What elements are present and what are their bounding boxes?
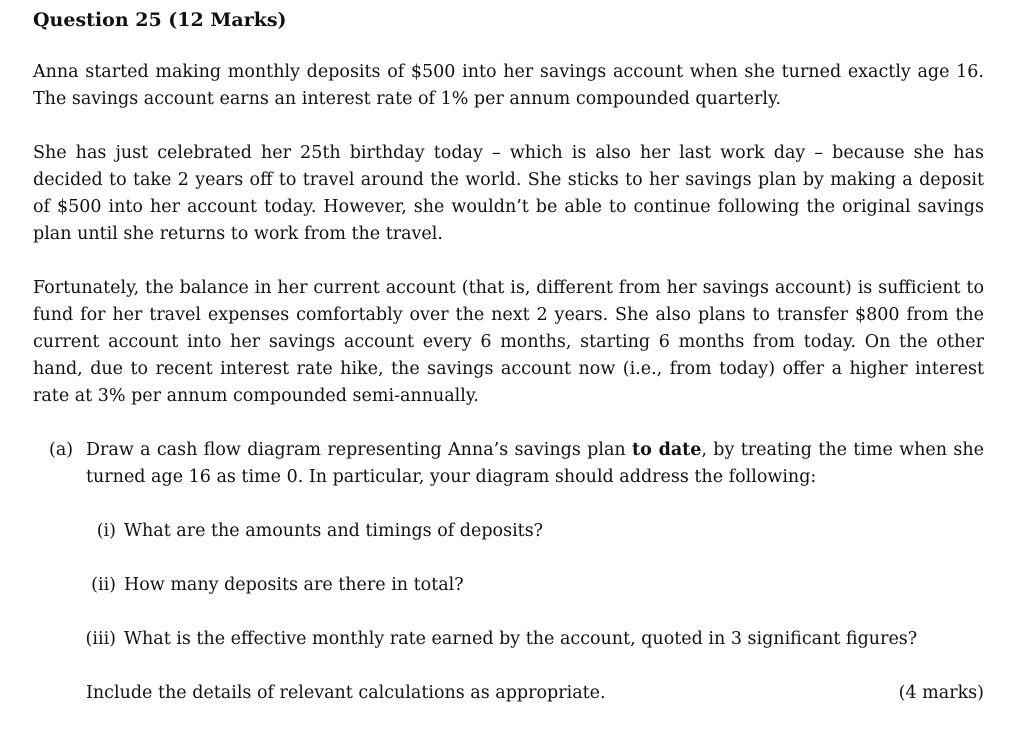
sub-question-label: (i) (96, 521, 116, 541)
part-a (49, 437, 984, 707)
sub-question-i (96, 518, 984, 545)
sub-question-iii (85, 626, 984, 653)
part-a-footer (86, 680, 984, 707)
paragraph-intro: Anna started making monthly deposits of $500 into her savings account when she turned exactly age 16. The savings account earns an interest rate of 1% per annum compounded quarterly. (33, 62, 984, 109)
calculation-note: Include the details of relevant calculations as appropriate. (86, 683, 606, 703)
paragraph-travel: She has just celebrated her 25th birthday today – which is also her last work day – because she has decided to take 2 years off to travel around the world. She sticks to her savings plan by making a deposit of $500 into her account today. However, she wouldn’t be able to continue following the original savings plan until she returns to work from the travel. (33, 143, 984, 244)
sub-question-text: What is the effective monthly rate earned by the account, quoted in 3 significant figures? (124, 629, 918, 649)
sub-question-list (85, 518, 984, 653)
question-title: Question 25 (12 Marks) (33, 9, 287, 31)
marks-label: (4 marks) (898, 683, 984, 703)
part-a-text-bold: to date (632, 440, 702, 460)
part-a-question (86, 437, 984, 491)
sub-question-label: (iii) (85, 629, 116, 649)
part-a-body (86, 437, 984, 707)
sub-question-ii (91, 572, 984, 599)
sub-question-label: (ii) (91, 575, 116, 595)
sub-question-text: How many deposits are there in total? (124, 575, 464, 595)
part-a-text-before: Draw a cash flow diagram representing Anna’s savings plan (86, 440, 632, 460)
sub-question-text: What are the amounts and timings of deposits? (124, 521, 544, 541)
part-a-text-after: , by treating the time when she turned age 16 as time 0. In particular, your diagram should address the following: (86, 440, 984, 487)
part-a-label: (a) (49, 440, 74, 460)
paragraph-current-account: Fortunately, the balance in her current account (that is, different from her savings account) is sufficient to fund for her travel expenses comfortably over the next 2 years. She also plans to transfer $800 from the current account into her savings account every 6 months, starting 6 months from today. On the other hand, due to recent interest rate hike, the savings account now (i.e., from today) offer a higher interest rate at 3% per annum compounded semi-annually. (33, 278, 984, 406)
